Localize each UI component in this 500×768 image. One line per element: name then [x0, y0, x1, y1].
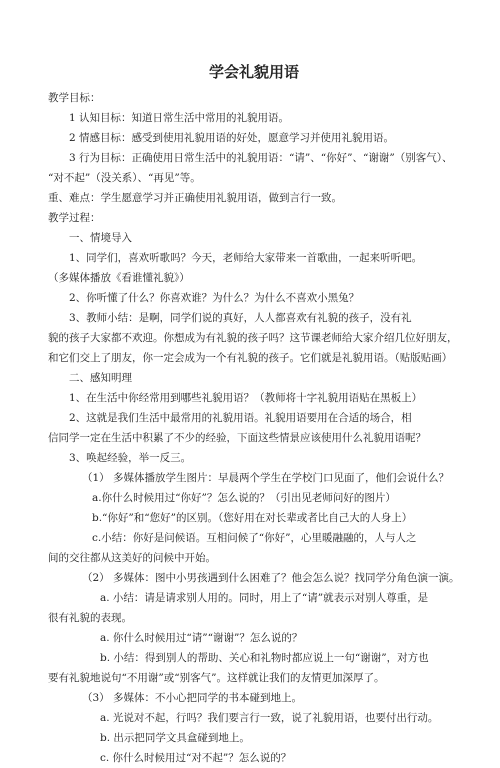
text-line: 1、在生活中你经常用到哪些礼貌用语？（教师将十字礼貌用语贴在黑板上）	[69, 392, 423, 404]
text-line: a. 光说对不起，行吗？我们要言行一致，说了礼貌用语，也要付出行动。	[100, 712, 439, 724]
text-line: 2、这就是我们生活中最常用的礼貌用语。礼貌用语要用在合适的场合，相	[69, 412, 412, 424]
text-line: a. 小结：请是请求别人用的。同时，用上了“请”就表示对别人尊重，是	[100, 592, 429, 604]
text-line: a. 你什么时候用过“请”“谢谢”？怎么说的？	[100, 632, 303, 644]
text-line: 3 行为目标：正确使用日常生活中的礼貌用语：“请”、“你好”、“谢谢”（别客气）、	[69, 152, 453, 164]
text-line: a.你什么时候用过“你好”？怎么说的？（引出见老师问好的图片）	[92, 492, 396, 504]
text-line: b. 小结：得到别人的帮助、关心和礼物时都应说上一句“谢谢”，对方也	[100, 652, 429, 664]
text-line: “对不起”（没关系）、“再见”等。	[48, 172, 201, 184]
document-body	[48, 88, 460, 768]
text-line: b.“你好”和“您好”的区别。（您好用在对长辈或者比自己大的人身上）	[92, 512, 413, 524]
text-line: 2、你听懂了什么？你喜欢谁？为什么？为什么不喜欢小黑兔？	[69, 292, 360, 304]
text-line: 1、同学们，喜欢听歌吗？今天，老师给大家带来一首歌曲，一起来听听吧。	[69, 252, 423, 264]
text-line: 1 认知目标：知道日常生活中常用的礼貌用语。	[69, 112, 290, 124]
text-line: （1） 多媒体播放学生图片：早晨两个学生在学校门口见面了，他们会说什么？	[82, 472, 450, 484]
text-line: 二、感知明理	[69, 372, 132, 384]
text-line: 和它们交上了朋友，你一定会成为一个有礼貌的孩子。它们就是礼貌用语。（贴版贴画）	[48, 352, 453, 364]
text-line: 3、唤起经验，举一反三。	[69, 452, 192, 464]
text-line: 重、难点：学生愿意学习并正确使用礼貌用语，做到言行一致。	[48, 192, 342, 204]
document-title: 学会礼貌用语	[208, 63, 299, 81]
text-line: 教学过程：	[48, 212, 101, 224]
text-line: 2 情感目标：感受到使用礼貌用语的好处，愿意学习并使用礼貌用语。	[69, 132, 395, 144]
text-line: 很有礼貌的表现。	[48, 612, 132, 624]
text-line: 貌的孩子大家都不欢迎。你想成为有礼貌的孩子吗？这节课老师给大家介绍几位好朋友，	[48, 332, 458, 344]
text-line: c. 你什么时候用过“对不起”？怎么说的？	[100, 752, 292, 764]
text-line: 3、教师小结：是啊，同学们说的真好，人人都喜欢有礼貌的孩子，没有礼	[69, 312, 412, 324]
text-line: 一、情境导入	[69, 232, 132, 244]
text-line: 要有礼貌地说句“不用谢”或“别客气”。这样就让我们的友情更加深厚了。	[48, 672, 385, 684]
text-line: 教学目标：	[48, 92, 101, 104]
text-line: 信同学一定在生活中积累了不少的经验，下面这些情景应该使用什么礼貌用语呢？	[48, 432, 426, 444]
text-line: c.小结：你好是问候语。互相问候了“你好”，心里暖融融的，人与人之	[92, 532, 417, 544]
text-line: （多媒体播放《看谁懂礼貌》）	[48, 272, 190, 284]
text-line: （3） 多媒体：不小心把同学的书本碰到地上。	[82, 692, 303, 704]
text-line: b. 出示把同学文具盒碰到地上。	[100, 732, 250, 744]
text-line: （2） 多媒体：图中小男孩遇到什么困难了？他会怎么说？找同学分角色演一演。	[82, 572, 460, 584]
text-line: 间的交往都从这美好的问候中开始。	[48, 552, 216, 564]
